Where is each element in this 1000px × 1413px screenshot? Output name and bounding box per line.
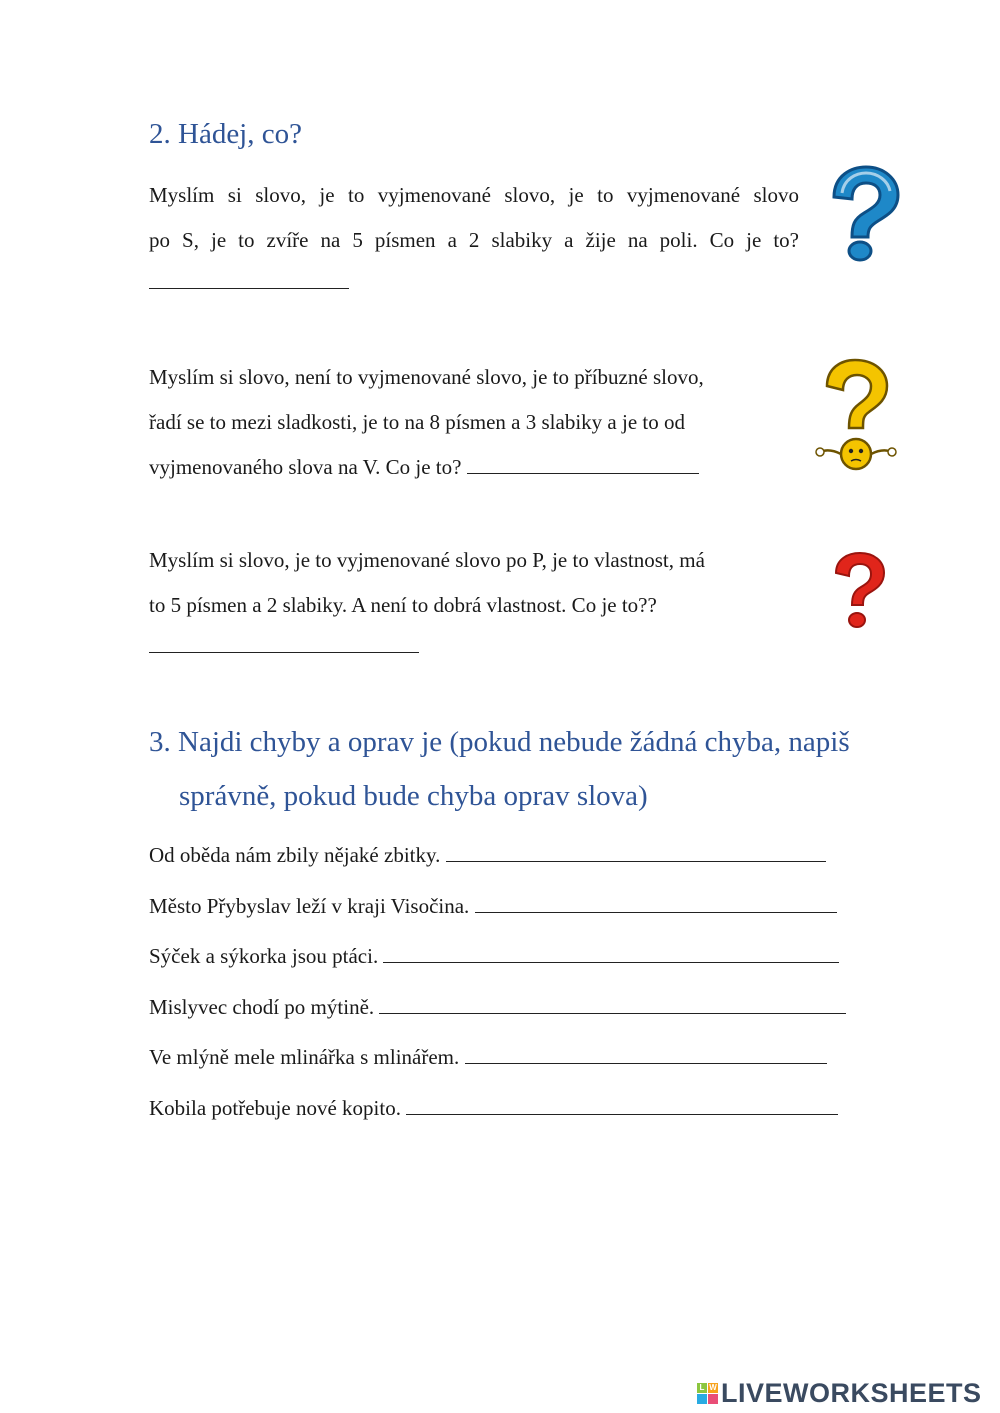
logo-tile-orange: W — [709, 1383, 717, 1392]
liveworksheets-logo-text: LIVEWORKSHEETS — [721, 1378, 982, 1408]
riddle-3-line-1: Myslím si slovo, je to vyjmenované slovo po P, je to vlastnost, má — [149, 548, 705, 572]
riddle-3-answer-field[interactable] — [149, 634, 419, 653]
section-3-heading-line-2: správně, pokud bude chyba oprav slova) — [179, 780, 648, 812]
sentence-answer-field[interactable] — [379, 995, 846, 1014]
sentence-row — [149, 843, 826, 868]
riddle-2 — [149, 355, 809, 490]
riddle-3 — [149, 538, 809, 628]
logo-tile-green: L — [697, 1383, 707, 1393]
blue-question-mark-icon — [816, 163, 906, 263]
sentence-answer-field[interactable] — [446, 843, 826, 862]
sentence-text: Ve mlýně mele mlinářka s mlinářem. — [149, 1045, 460, 1069]
section-2-heading: 2. Hádej, co? — [149, 118, 302, 150]
red-question-mark-icon — [828, 551, 890, 631]
yellow-cartoon-question-mark-icon — [815, 358, 897, 476]
sentence-row — [149, 1045, 827, 1070]
sentence-row — [149, 995, 846, 1020]
sentence-row — [149, 1096, 838, 1121]
riddle-2-answer-field[interactable] — [467, 455, 699, 474]
sentence-text: Kobila potřebuje nové kopito. — [149, 1096, 401, 1120]
riddle-1 — [149, 173, 799, 263]
sentence-row — [149, 944, 839, 969]
sentence-answer-field[interactable] — [383, 944, 839, 963]
sentence-text: Sýček a sýkorka jsou ptáci. — [149, 944, 379, 968]
riddle-2-line-1: Myslím si slovo, není to vyjmenované slovo, je to příbuzné slovo, — [149, 365, 704, 389]
riddle-1-line-2: po S, je to zvíře na 5 písmen a 2 slabiky a žije na poli. Co je to? — [149, 228, 799, 252]
section-3-heading-line-1: 3. Najdi chyby a oprav je (pokud nebude žádná chyba, napiš — [149, 726, 850, 758]
sentence-text: Mislyvec chodí po mýtině. — [149, 995, 375, 1019]
liveworksheets-logo — [697, 1378, 982, 1409]
liveworksheets-logo-icon — [697, 1383, 718, 1404]
sentence-answer-field[interactable] — [406, 1096, 838, 1115]
sentence-answer-field[interactable] — [465, 1045, 827, 1064]
riddle-1-line-1: Myslím si slovo, je to vyjmenované slovo, je to vyjmenované slovo — [149, 183, 799, 207]
riddle-2-line-3-text: vyjmenovaného slova na V. Co je to? — [149, 455, 462, 479]
riddle-2-line-2: řadí se to mezi sladkosti, je to na 8 písmen a 3 slabiky a je to od — [149, 410, 685, 434]
riddle-1-answer-field[interactable] — [149, 270, 349, 289]
sentence-text: Město Přybyslav leží v kraji Visočina. — [149, 894, 470, 918]
sentence-answer-field[interactable] — [475, 894, 837, 913]
sentence-row — [149, 894, 837, 919]
logo-tile-pink — [708, 1394, 718, 1404]
riddle-2-line-3 — [149, 445, 809, 490]
logo-tile-blue — [697, 1394, 707, 1404]
sentence-text: Od oběda nám zbily nějaké zbitky. — [149, 843, 441, 867]
riddle-3-line-2: to 5 písmen a 2 slabiky. A není to dobrá vlastnost. Co je to?? — [149, 593, 657, 617]
